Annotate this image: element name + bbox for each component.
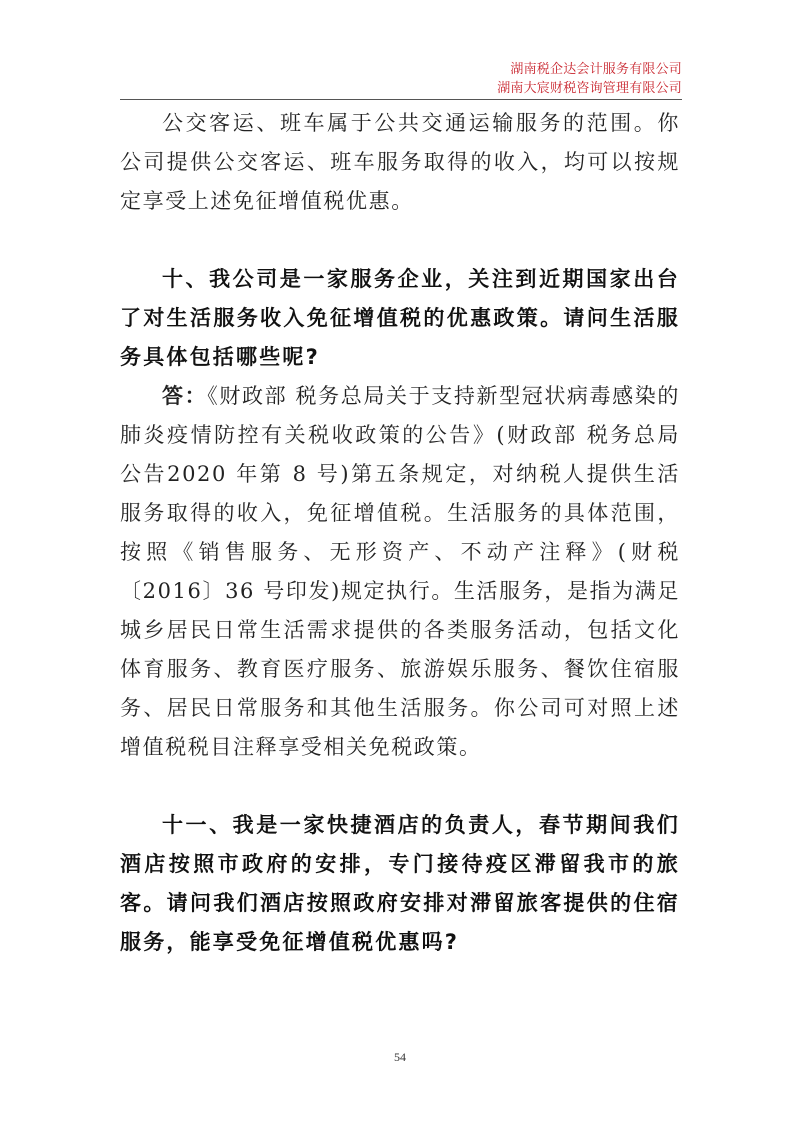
- page-number: 54: [394, 1050, 406, 1064]
- question-10: 十、我公司是一家服务企业，关注到近期国家出台了对生活服务收入免征增值税的优惠政策。请问生活服务具体包括哪些呢?: [120, 267, 680, 369]
- page-body: [120, 104, 680, 962]
- company-name-line-2: 湖南大宸财税咨询管理有限公司: [497, 81, 682, 96]
- paragraph-spacer: [120, 221, 680, 260]
- intro-paragraph: 公交客运、班车属于公共交通运输服务的范围。你公司提供公交客运、班车服务取得的收入，均可以按规定享受上述免征增值税优惠。: [120, 111, 680, 213]
- page-header: [497, 60, 682, 98]
- company-name-line-1: 湖南税企达会计服务有限公司: [510, 62, 682, 77]
- header-divider: [120, 99, 682, 100]
- answer-label: 答：: [162, 384, 208, 408]
- answer-10-text: 《财政部 税务总局关于支持新型冠状病毒感染的肺炎疫情防控有关税收政策的公告》(财政部 税务总局公告2020 年第 8 号)第五条规定，对纳税人提供生活服务取得的收入，免征增值税。生活服务的具体范围，按照《销售服务、无形资产、不动产注释》(财税〔2016〕36 号印发)规定执行。生活服务，是指为满足城乡居民日常生活需求提供的各类服务活动，包括文化体育服务、教育医疗服务、旅游娱乐服务、餐饮住宿服务、居民日常服务和其他生活服务。你公司可对照上述增值税税目注释享受相关免税政策。: [120, 384, 681, 759]
- answer-10-paragraph: [120, 377, 680, 767]
- paragraph-spacer: [120, 767, 680, 806]
- question-11: 十一、我是一家快捷酒店的负责人，春节期间我们酒店按照市政府的安排，专门接待疫区滞留我市的旅客。请问我们酒店按照政府安排对滞留旅客提供的住宿服务，能享受免征增值税优惠吗?: [120, 813, 680, 954]
